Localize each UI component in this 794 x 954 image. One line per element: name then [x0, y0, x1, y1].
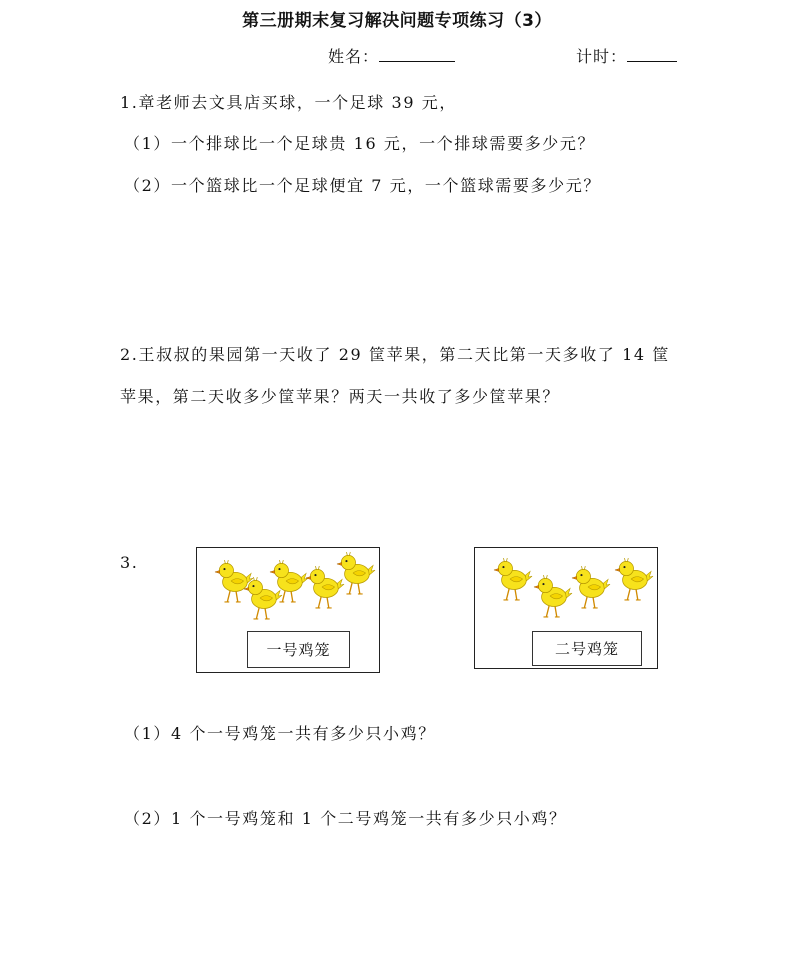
- q3-number: 3.: [120, 553, 139, 572]
- q1-intro: 1.章老师去文具店买球，一个足球 39 元，: [120, 93, 457, 112]
- time-blank[interactable]: [627, 47, 677, 62]
- q3-sub1: （1）4 个一号鸡笼一共有多少只小鸡？: [124, 724, 436, 743]
- chick-icon: [269, 558, 309, 604]
- page-title: 第三册期末复习解决问题专项练习（3）: [242, 11, 552, 31]
- q3-sub2: （2）1 个一号鸡笼和 1 个二号鸡笼一共有多少只小鸡？: [124, 809, 567, 828]
- q2-line2: 苹果，第二天收多少筐苹果？两天一共收了多少筐苹果？: [120, 387, 561, 406]
- cage-1-label: 一号鸡笼: [247, 631, 350, 668]
- q2-line1: 2.王叔叔的果园第一天收了 29 筐苹果，第二天比第一天多收了 14 筐: [120, 345, 670, 364]
- chick-icon: [533, 573, 573, 619]
- time-label: 计时：: [576, 47, 628, 66]
- q1-sub2: （2）一个篮球比一个足球便宜 7 元，一个篮球需要多少元？: [124, 176, 601, 195]
- cage-2-label: 二号鸡笼: [532, 631, 642, 666]
- name-blank[interactable]: [379, 47, 455, 62]
- time-field: [576, 44, 677, 67]
- chick-icon: [571, 564, 611, 610]
- q1-sub1: （1）一个排球比一个足球贵 16 元，一个排球需要多少元？: [124, 134, 596, 153]
- name-field: [328, 44, 455, 67]
- chick-icon: [493, 556, 533, 602]
- chick-icon: [614, 556, 654, 602]
- chick-icon: [336, 550, 376, 596]
- name-label: 姓名：: [328, 47, 380, 66]
